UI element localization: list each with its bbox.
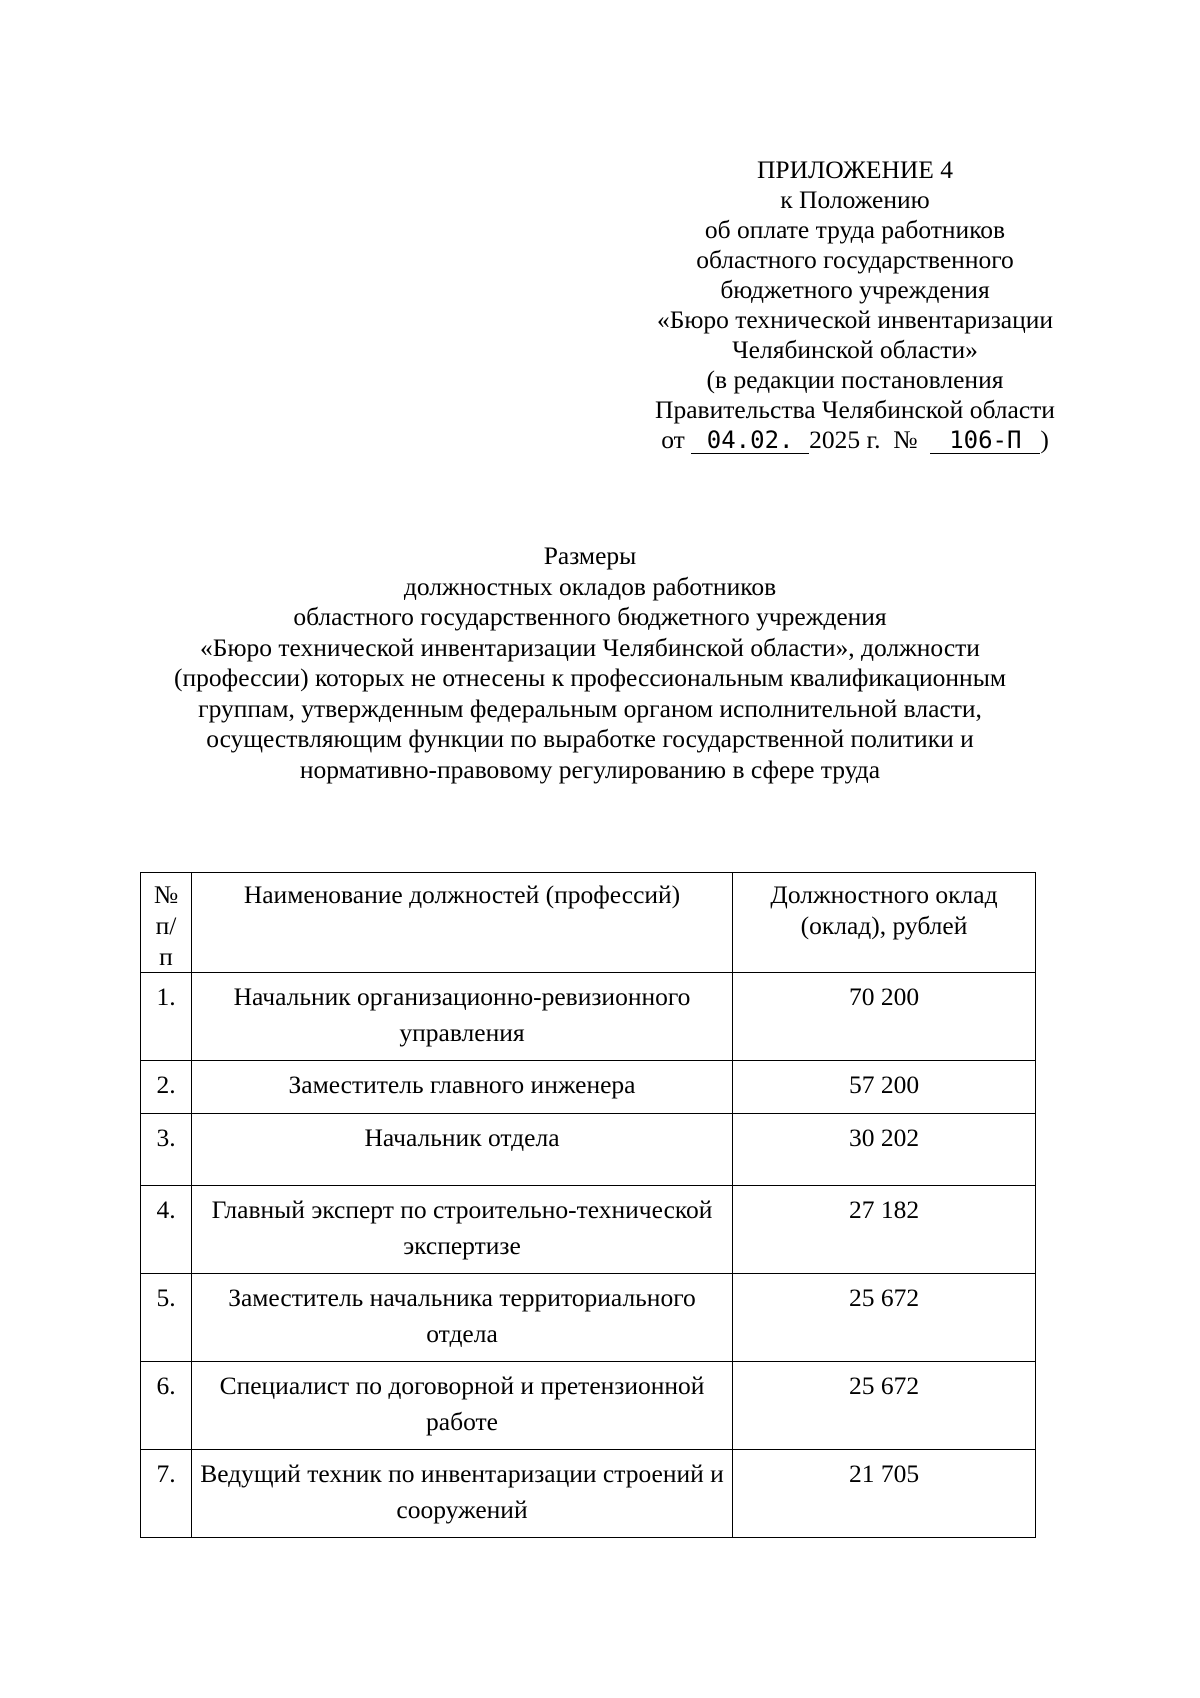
table-header-row bbox=[141, 873, 1036, 973]
header-number: № п/п bbox=[141, 873, 192, 973]
row-position: Начальник отдела bbox=[192, 1114, 733, 1186]
title-line: должностных окладов работников bbox=[403, 571, 777, 601]
table-row bbox=[141, 1362, 1036, 1450]
row-number: 4. bbox=[141, 1186, 192, 1274]
title-line: нормативно-правовому регулированию в сфере труда bbox=[299, 754, 881, 784]
table-row bbox=[141, 1274, 1036, 1362]
appendix-header bbox=[640, 155, 1070, 455]
table-row bbox=[141, 973, 1036, 1061]
row-salary: 30 202 bbox=[733, 1114, 1036, 1186]
closing-paren: ) bbox=[1040, 425, 1049, 454]
date-prefix: от bbox=[661, 425, 685, 454]
appendix-line: «Бюро технической инвентаризации bbox=[656, 305, 1054, 334]
row-position: Ведущий техник по инвентаризации строений и сооружений bbox=[192, 1450, 733, 1538]
title-line: (профессии) которых не отнесены к профессиональным квалификационным bbox=[174, 663, 1006, 692]
appendix-line: Правительства Челябинской области bbox=[655, 395, 1055, 424]
table-row bbox=[141, 1114, 1036, 1186]
row-salary: 70 200 bbox=[733, 973, 1036, 1061]
document-title bbox=[140, 541, 1040, 785]
row-number: 6. bbox=[141, 1362, 192, 1450]
row-position: Заместитель начальника территориального отдела bbox=[192, 1274, 733, 1362]
row-number: 7. bbox=[141, 1450, 192, 1538]
row-position: Начальник организационно-ревизионного управления bbox=[192, 973, 733, 1061]
table-row bbox=[141, 1061, 1036, 1114]
appendix-line: областного государственного bbox=[696, 245, 1014, 274]
row-salary: 21 705 bbox=[733, 1450, 1036, 1538]
appendix-line: к Положению bbox=[780, 185, 930, 214]
row-salary: 27 182 bbox=[733, 1186, 1036, 1274]
row-number: 5. bbox=[141, 1274, 192, 1362]
row-position: Специалист по договорной и претензионной работе bbox=[192, 1362, 733, 1450]
title-line: «Бюро технической инвентаризации Челябинской области», должности bbox=[200, 632, 980, 662]
table-row bbox=[141, 1186, 1036, 1274]
row-position: Заместитель главного инженера bbox=[192, 1061, 733, 1114]
date-year: 2025 г. bbox=[809, 425, 881, 454]
resolution-date-line bbox=[640, 425, 1070, 455]
resolution-date: 04.02. bbox=[691, 427, 809, 454]
row-number: 2. bbox=[141, 1061, 192, 1114]
row-salary: 57 200 bbox=[733, 1061, 1036, 1114]
title-line: Размеры bbox=[543, 541, 637, 570]
appendix-title: ПРИЛОЖЕНИЕ 4 bbox=[756, 155, 954, 184]
appendix-line: Челябинской области» bbox=[732, 335, 978, 364]
row-number: 3. bbox=[141, 1114, 192, 1186]
row-salary: 25 672 bbox=[733, 1274, 1036, 1362]
header-position-name: Наименование должностей (профессий) bbox=[192, 873, 733, 973]
appendix-line: (в редакции постановления bbox=[706, 365, 1004, 394]
row-position: Главный эксперт по строительно-технической экспертизе bbox=[192, 1186, 733, 1274]
title-line: группам, утвержденным федеральным органом исполнительной власти, bbox=[198, 693, 982, 723]
title-line: областного государственного бюджетного учреждения bbox=[293, 602, 887, 631]
resolution-number: 106-П bbox=[930, 427, 1040, 454]
row-number: 1. bbox=[141, 973, 192, 1061]
title-line: осуществляющим функции по выработке государственной политики и bbox=[206, 724, 974, 753]
number-sign: № bbox=[893, 425, 918, 454]
salary-table bbox=[140, 872, 1036, 1538]
row-salary: 25 672 bbox=[733, 1362, 1036, 1450]
appendix-line: бюджетного учреждения bbox=[720, 275, 990, 304]
header-salary: Должностного оклад (оклад), рублей bbox=[733, 873, 1036, 973]
table-row bbox=[141, 1450, 1036, 1538]
appendix-line: об оплате труда работников bbox=[704, 215, 1006, 244]
